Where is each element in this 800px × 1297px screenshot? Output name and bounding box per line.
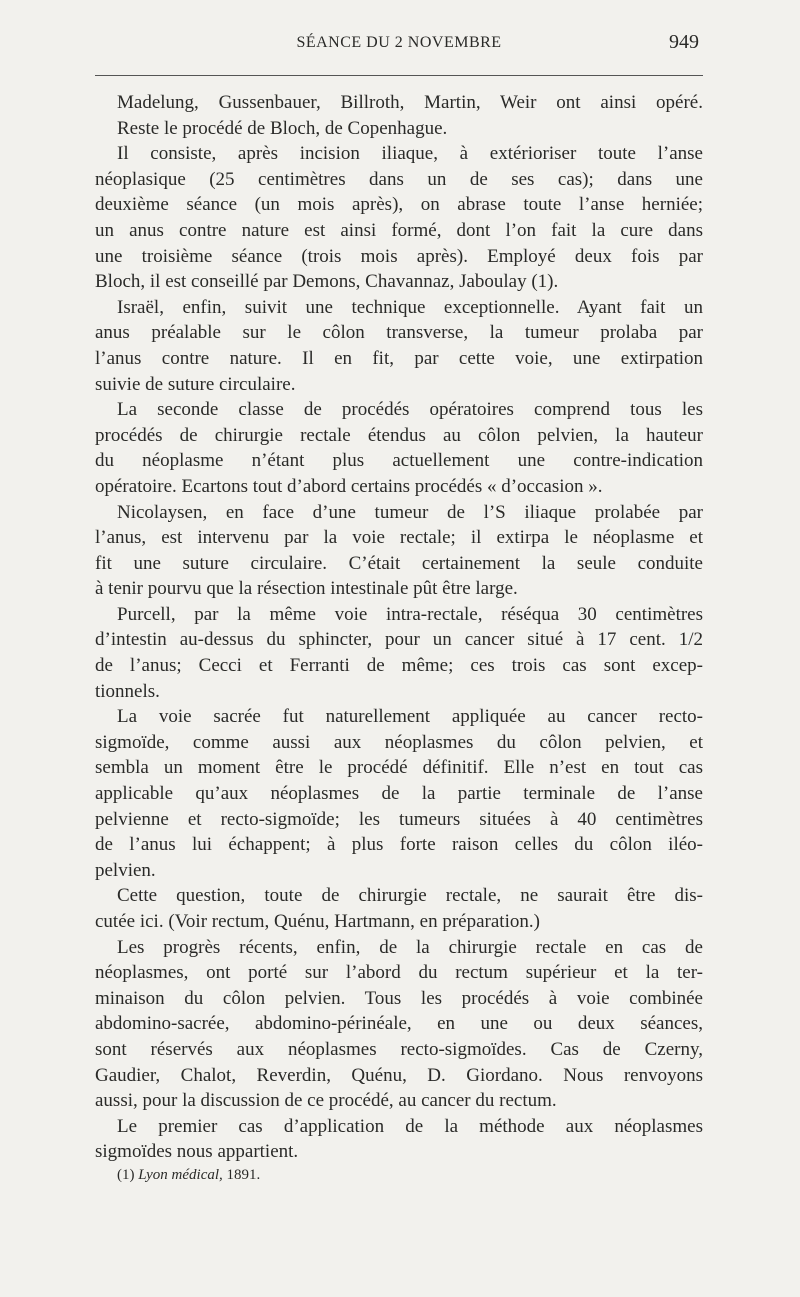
text-line: sigmoïdes nous appartient. bbox=[95, 1141, 299, 1163]
text-line: procédés de chirurgie rectale étendus au côlon pelvien, la hauteur bbox=[95, 424, 703, 446]
text-line: pelvienne et recto-sigmoïde; les tumeurs situées à 40 centimètres bbox=[95, 808, 703, 830]
text-line: suivie de suture circulaire. bbox=[95, 373, 296, 395]
page-number: 949 bbox=[669, 31, 699, 53]
text-line: tionnels. bbox=[95, 680, 160, 702]
text-line: sont réservés aux néoplasmes recto-sigmoïdes. Cas de Czerny, bbox=[95, 1038, 703, 1060]
body-text bbox=[95, 90, 703, 1165]
text-line: sembla un moment être le procédé définitif. Elle n’est en tout cas bbox=[95, 757, 703, 779]
text-line: fit une suture circulaire. C’était certainement la seule conduite bbox=[95, 552, 703, 574]
text-line: de l’anus; Cecci et Ferranti de même; ces trois cas sont excep- bbox=[95, 655, 703, 677]
text-line: La seconde classe de procédés opératoires comprend tous les bbox=[117, 399, 703, 421]
text-line: opératoire. Ecartons tout d’abord certains procédés « d’occasion ». bbox=[95, 475, 603, 497]
header-rule bbox=[95, 75, 703, 76]
text-line: Il consiste, après incision iliaque, à extérioriser toute l’anse bbox=[117, 143, 703, 165]
text-line: deuxième séance (un mois après), on abrase toute l’anse herniée; bbox=[95, 194, 703, 216]
footnote-source: Lyon médical, bbox=[138, 1167, 223, 1183]
text-line: sigmoïde, comme aussi aux néoplasmes du côlon pelvien, et bbox=[95, 731, 703, 753]
text-line: pelvien. bbox=[95, 859, 156, 881]
text-line: aussi, pour la discussion de ce procédé, au cancer du rectum. bbox=[95, 1090, 557, 1112]
text-line: du néoplasme n’étant plus actuellement une contre-indication bbox=[95, 450, 703, 472]
running-title: SÉANCE DU 2 NOVEMBRE bbox=[296, 34, 502, 51]
text-line: une troisième séance (trois mois après). Employé deux fois par bbox=[95, 245, 703, 267]
text-line: Bloch, il est conseillé par Demons, Chavannaz, Jaboulay (1). bbox=[95, 271, 559, 293]
footnote-marker: (1) bbox=[117, 1167, 135, 1183]
footnote bbox=[117, 1167, 260, 1184]
text-line: un anus contre nature est ainsi formé, dont l’on fait la cure dans bbox=[95, 219, 703, 241]
text-line: Les progrès récents, enfin, de la chirurgie rectale en cas de bbox=[117, 936, 703, 958]
text-line: Purcell, par la même voie intra-rectale, réséqua 30 centimètres bbox=[117, 603, 703, 625]
footnote-year: 1891. bbox=[226, 1167, 261, 1183]
text-line: de l’anus lui échappent; à plus forte raison celles du côlon iléo- bbox=[95, 834, 703, 856]
text-line: Nicolaysen, en face d’une tumeur de l’S iliaque prolabée par bbox=[117, 501, 703, 523]
text-line: néoplasmes, ont porté sur l’abord du rectum supérieur et la ter- bbox=[95, 962, 703, 984]
text-line: anus préalable sur le côlon transverse, la tumeur prolaba par bbox=[95, 322, 703, 344]
text-line: La voie sacrée fut naturellement appliquée au cancer recto- bbox=[117, 706, 703, 728]
text-line: à tenir pourvu que la résection intestinale pût être large. bbox=[95, 578, 518, 600]
text-line: Cette question, toute de chirurgie rectale, ne saurait être dis- bbox=[117, 885, 703, 907]
text-line: néoplasique (25 centimètres dans un de ses cas); dans une bbox=[95, 168, 703, 190]
text-line: l’anus, est intervenu par la voie rectale; il extirpa le néoplasme et bbox=[95, 527, 703, 549]
text-line: d’intestin au-dessus du sphincter, pour un cancer situé à 17 cent. 1/2 bbox=[95, 629, 703, 651]
text-line: abdomino-sacrée, abdomino-périnéale, en une ou deux séances, bbox=[95, 1013, 703, 1035]
text-line: minaison du côlon pelvien. Tous les procédés à voie combinée bbox=[95, 987, 703, 1009]
text-line: Madelung, Gussenbauer, Billroth, Martin, Weir ont ainsi opéré. bbox=[117, 92, 703, 113]
text-line: cutée ici. (Voir rectum, Quénu, Hartmann, en préparation.) bbox=[95, 911, 540, 932]
text-line: applicable qu’aux néoplasmes de la partie terminale de l’anse bbox=[95, 783, 703, 805]
page-header bbox=[95, 30, 703, 64]
text-line: Israël, enfin, suivit une technique exceptionnelle. Ayant fait un bbox=[117, 296, 703, 318]
text-line: Reste le procédé de Bloch, de Copenhague. bbox=[117, 117, 448, 139]
text-line: Le premier cas d’application de la méthode aux néoplasmes bbox=[117, 1115, 703, 1137]
text-line: Gaudier, Chalot, Reverdin, Quénu, D. Giordano. Nous renvoyons bbox=[95, 1064, 703, 1086]
text-line: l’anus contre nature. Il en fit, par cette voie, une extirpation bbox=[95, 347, 703, 369]
